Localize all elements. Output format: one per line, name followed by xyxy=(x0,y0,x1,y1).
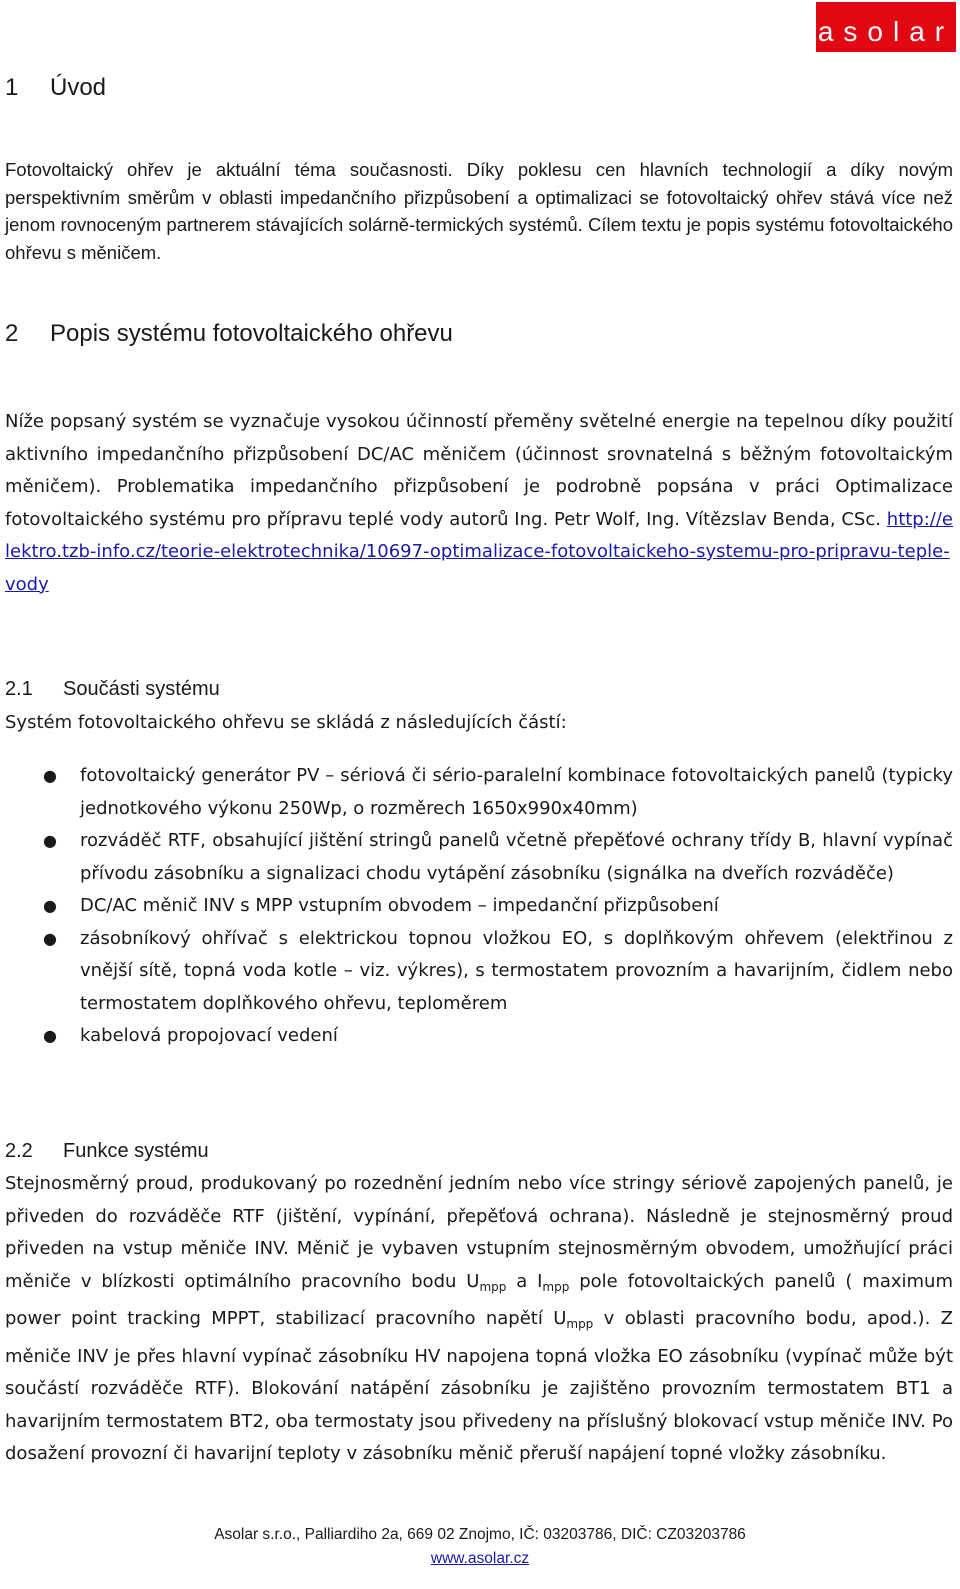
footer-website-link[interactable]: www.asolar.cz xyxy=(430,1550,530,1567)
heading-soucasti: 2.1 Součásti systému xyxy=(5,678,220,700)
list-item: ● DC/AC měnič INV s MPP vstupním obvodem – impedanční přizpůsobení xyxy=(43,895,719,916)
heading-popis-systemu: 2 Popis systému fotovoltaického ohřevu xyxy=(5,320,453,347)
list-item: ● zásobníkový ohřívač s elektrickou topnou vložkou EO, s doplňkovým ohřevem (elektřinou z vnější sítě, topná voda kotle – viz. výkres), s termostatem provozním a havarijním, čidlem nebo termostatem doplňkového ohřevu, teploměrem xyxy=(43,927,953,1014)
system-description-paragraph: Níže popsaný systém se vyznačuje vysokou účinností přeměny světelné energie na tepelnou díky použití aktivního impedančního přizpůsobení DC/AC měničem (účinnost srovnatelná s běžným fotovoltaickým měničem). Problematika impedančního přizpůsobení je podrobně popsána v práci Optimalizace fotovoltaického systému pro přípravu teplé vody autorů Ing. Petr Wolf, Ing. Vítězslav Benda, CSc. http://elektro.tzb-info.cz/teorie-elektrotechnika/10697-optimalizace-fotovoltaickeho-systemu-pro-pripravu-teple-vody xyxy=(5,411,953,595)
list-item: ● fotovoltaický generátor PV – sériová či sério-paralelní kombinace fotovoltaických panelů (typicky jednotkového výkonu 250Wp, o rozměrech 1650x990x40mm) xyxy=(43,765,953,819)
components-intro: Systém fotovoltaického ohřevu se skládá z následujících částí: xyxy=(5,712,567,733)
heading-uvod: 1 Úvod xyxy=(5,74,107,101)
asolar-logo: asolar xyxy=(816,2,956,52)
components-list xyxy=(5,760,953,1053)
footer-address: Asolar s.r.o., Palliardiho 2a, 669 02 Znojmo, IČ: 03203786, DIČ: CZ03203786 xyxy=(214,1526,746,1543)
heading-funkce: 2.2 Funkce systému xyxy=(5,1140,209,1162)
list-item: ● kabelová propojovací vedení xyxy=(43,1025,338,1046)
intro-paragraph: Fotovoltaický ohřev je aktuální téma současnosti. Díky poklesu cen hlavních technologií a díky novým perspektivním směrům v oblasti impedančního přizpůsobení a optimalizaci se fotovoltaický ohřev stává více než jenom rovnoceným partnerem stávajících solárně-termických systémů. Cílem textu je popis systému fotovoltaického ohřevu s měničem. xyxy=(5,159,953,263)
page-footer xyxy=(0,1523,960,1571)
reference-link[interactable]: http://elektro.tzb-info.cz/teorie-elektrotechnika/10697-optimalizace-fotovoltaickeho-systemu-pro-pripravu-teple-vody xyxy=(5,508,953,595)
function-paragraph: Stejnosměrný proud, produkovaný po rozednění jedním nebo více stringy sériově zapojených panelů, je přiveden do rozváděče RTF (jištění, vypínání, přepěťová ochrana). Následně je stejnosměrný proud přiveden na vstup měniče INV. Měnič je vybaven vstupním stejnosměrným obvodem, umožňující práci měniče v blízkosti optimálního pracovního bodu $U_{mpp}$ a $I_{mpp}$ pole fotovoltaických panelů ( maximum power point tracking MPPT, stabilizací pracovního napětí $U_{mpp}$ v oblasti pracovního bodu, apod.). Z měniče INV je přes hlavní vypínač zásobníku HV napojena topná vložka EO zásobníku (vypínač může být součástí rozváděče RTF). Blokování natápění zásobníku je zajištěno provozním termostatem BT1 a havarijním termostatem BT2, oba termostaty jsou přivedeny na příslušný blokovací vstup měniče INV. Po dosažení provozní či havarijní teploty v zásobníku měnič přeruší napájení topné vložky zásobníku. xyxy=(5,1173,953,1464)
list-item: ● rozváděč RTF, obsahující jištění stringů panelů včetně přepěťové ochrany třídy B, hlavní vypínač přívodu zásobníku a signalizaci chodu vytápění zásobníku (signálka na dveřích rozváděče) xyxy=(43,830,953,884)
